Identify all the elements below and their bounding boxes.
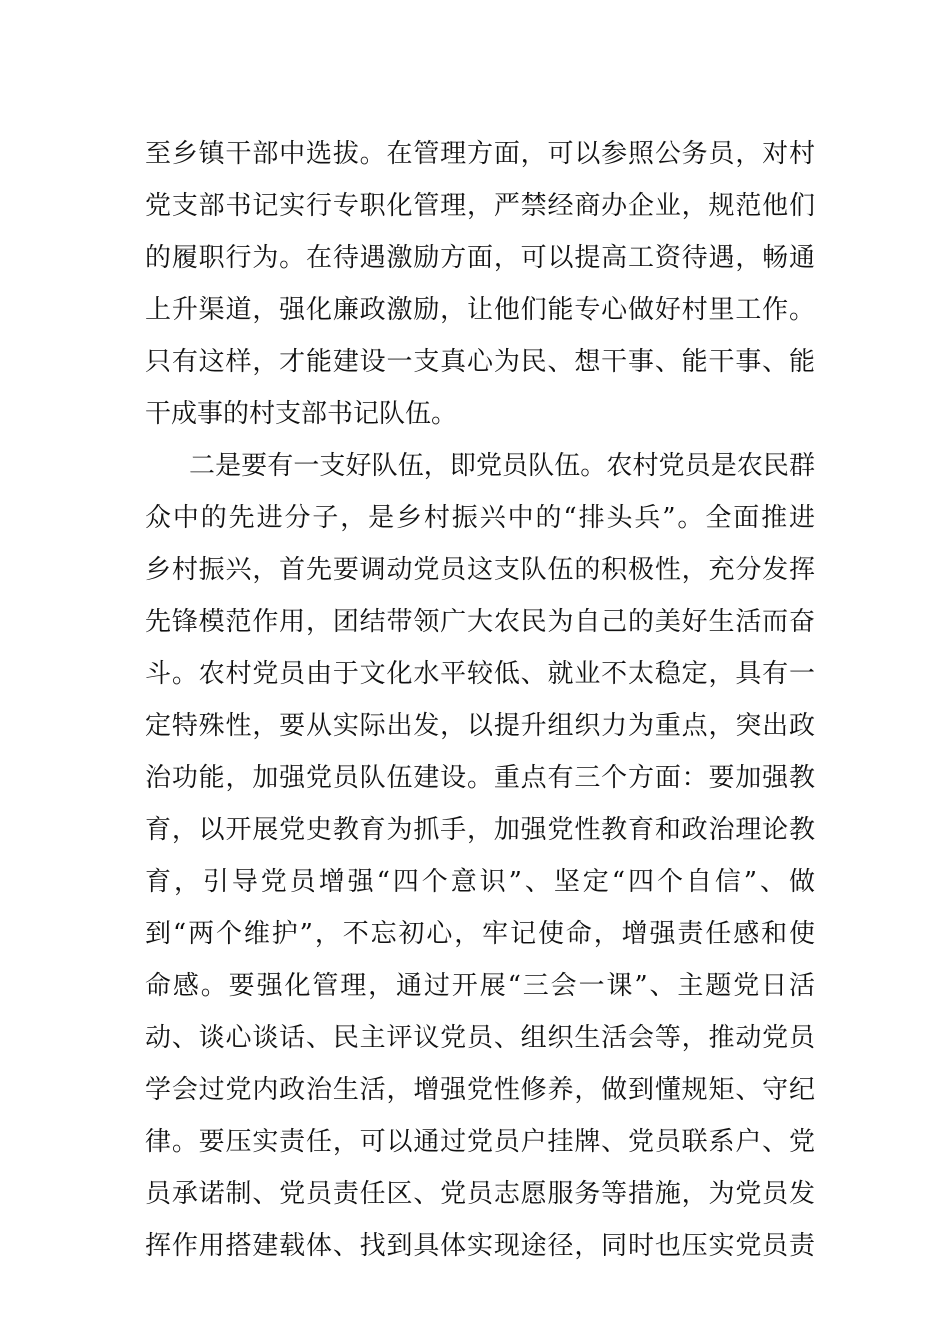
text-line: 育，引导党员增强“四个意识”、坚定“四个自信”、做 <box>145 867 815 897</box>
text-line: 乡村振兴，首先要调动党员这支队伍的积极性，充分发挥 <box>145 555 815 585</box>
document-body <box>145 128 815 1272</box>
text-line: 上升渠道，强化廉政激励，让他们能专心做好村里工作。 <box>145 295 815 325</box>
text-line: 动、谈心谈话、民主评议党员、组织生活会等，推动党员 <box>145 1023 815 1053</box>
text-line: 命感。要强化管理，通过开展“三会一课”、主题党日活 <box>145 971 815 1001</box>
text-line: 员承诺制、党员责任区、党员志愿服务等措施，为党员发 <box>145 1179 815 1209</box>
text-line: 至乡镇干部中选拔。在管理方面，可以参照公务员，对村 <box>145 139 815 169</box>
text-line: 众中的先进分子，是乡村振兴中的“排头兵”。全面推进 <box>145 503 815 533</box>
text-line: 定特殊性，要从实际出发，以提升组织力为重点，突出政 <box>145 711 815 741</box>
text-line: 到“两个维护”，不忘初心，牢记使命，增强责任感和使 <box>145 919 815 949</box>
text-line: 治功能，加强党员队伍建设。重点有三个方面：要加强教 <box>145 763 815 793</box>
text-line: 的履职行为。在待遇激励方面，可以提高工资待遇，畅通 <box>145 243 815 273</box>
paragraph-start-line: 二是要有一支好队伍，即党员队伍。农村党员是农民群 <box>189 451 815 481</box>
text-line: 育，以开展党史教育为抓手，加强党性教育和政治理论教 <box>145 815 815 845</box>
text-line: 先锋模范作用，团结带领广大农民为自己的美好生活而奋 <box>145 607 815 637</box>
text-line: 律。要压实责任，可以通过党员户挂牌、党员联系户、党 <box>145 1127 815 1157</box>
text-line: 斗。农村党员由于文化水平较低、就业不太稳定，具有一 <box>145 659 815 689</box>
paragraph-end-line: 干成事的村支部书记队伍。 <box>145 399 458 429</box>
text-line: 挥作用搭建载体、找到具体实现途径，同时也压实党员责 <box>145 1231 815 1261</box>
text-line: 只有这样，才能建设一支真心为民、想干事、能干事、能 <box>145 347 815 377</box>
text-line: 党支部书记实行专职化管理，严禁经商办企业，规范他们 <box>145 191 815 221</box>
text-line: 学会过党内政治生活，增强党性修养，做到懂规矩、守纪 <box>145 1075 815 1105</box>
